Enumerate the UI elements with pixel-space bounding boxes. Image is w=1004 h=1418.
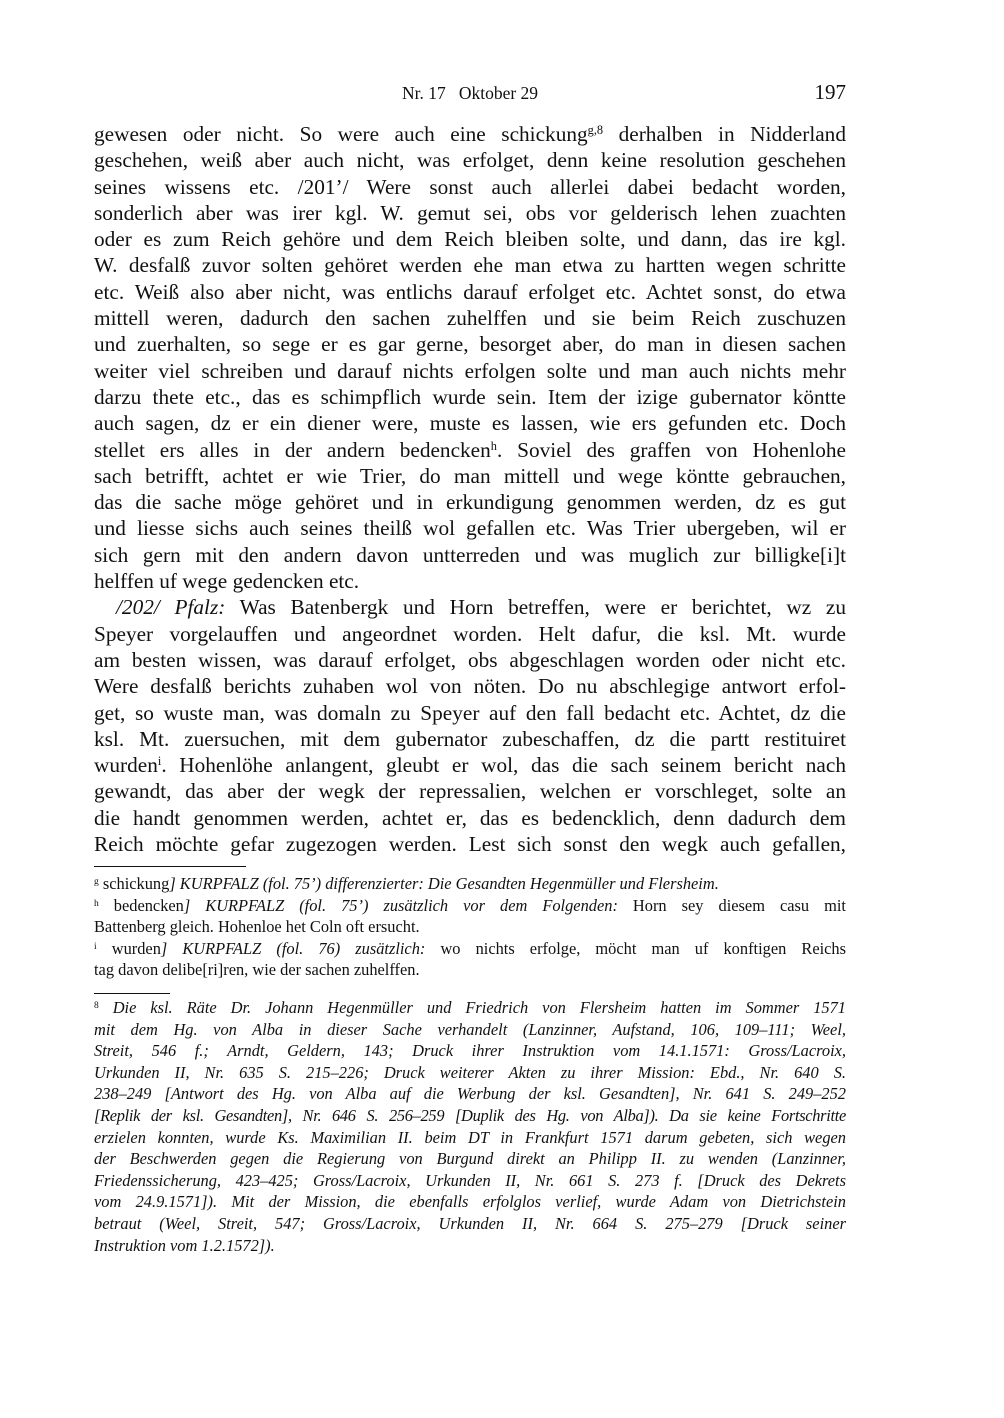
- critical-note-h: $^h$ bedencken] KURPFALZ (fol. 75’) zusätzlich vor dem Folgenden: Horn sey diesem casu mit Battenberg gleich. Hohenloe het Coln oft ersucht.: [94, 895, 846, 937]
- text-line: oder es zum Reich gehöre und dem Reich bleiben solte, und dann, das ire kgl.: [94, 227, 846, 252]
- note-mark: h: [94, 898, 99, 909]
- critical-apparatus: [94, 873, 846, 981]
- critical-note-i: $^i$ wurden] KURPFALZ (fol. 76) zusätzlich: wo nichts erfolge, möcht man uf konftigen Reichs tag davon delibe[ri]ren, wie der sachen zuhelffen.: [94, 938, 847, 980]
- text-line: gewandt, das aber der wegk der repressalien, welchen er vorschleget, solte an: [94, 779, 846, 804]
- main-text: [94, 121, 846, 857]
- text-line: sach betrifft, achtet er wie Trier, do man mittell und wege köntte gebrauchen,: [94, 463, 846, 488]
- commentary-note-8: $^8$ Die ksl. Räte Dr. Johann Hegenmüller und Friedrich von Flersheim hatten im Sommer 1571 mit dem Hg. von Alba in dieser Sache verhandelt (Lanzinner, Aufstand, 106, 109–111; Weel, Streit, 546 f.; Arndt, Geldern, 143; Druck ihrer Instruktion vom 14.1.1571: Gross/Lacroix, Urkunden II, Nr. 635 S. 215–226; Druck weiterer Akten zu ihrer Mission: Ebd., Nr. 640 S. 238–249 [Antwort des Hg. von Alba auf die Werbung der ksl. Gesandten], Nr. 641 S. 249–252 [Replik der ksl. Gesandten], Nr. 646 S. 256–259 [Duplik des Hg. von Alba]). Da sie keine Fortschritte erzielen konnten, wurde Ks. Maximilian II. beim DT in Frankfurt 1571 darum gebeten, sich wegen der Beschwerden gegen die Regierung von Burgund direkt an Philipp II. zu wenden (Lanzinner, Friedenssicherung, 423–425; Gross/Lacroix, Urkunden II, Nr. 661 S. 273 f. [Druck des Dekrets vom 24.9.1571]). Mit der Mission, die ebenfalls erfolglos verlief, wurde Adam von Dietrichstein betraut (Weel, Streit, 547; Gross/Lacroix, Urkunden II, Nr. 664 S. 275–279 [Druck seiner Instruktion vom 1.2.1572]).: [94, 998, 846, 1255]
- speaker-label: /202/ Pfalz:: [116, 595, 226, 620]
- paragraph-2: [94, 594, 846, 857]
- critical-note-g: $^g$ schickung] KURPFALZ (fol. 75’) differenzierter: Die Gesandten Hegenmüller und Flersheim.: [94, 874, 719, 893]
- text-line: Reich möchte gefar zugezogen werden. Lest sich sonst den wegk auch gefallen,: [94, 832, 846, 857]
- text-line: Speyer vorgelauffen und angeordnet worden. Helt dafur, die ksl. Mt. wurde: [94, 621, 846, 646]
- text-line: helffen uf wege gedencken etc.: [94, 569, 360, 594]
- running-title: Nr. 17 Oktober 29: [401, 83, 539, 103]
- text-line: und zuerhalten, so sege er es gar gerne, besorget aber, do man in diesen sachen: [94, 332, 846, 357]
- footnote-ref[interactable]: i: [157, 754, 162, 769]
- note-mark: g: [94, 876, 99, 887]
- text-line: sonderlich aber was irer kgl. W. gemut sei, obs vor gelderisch lehen zuachten: [94, 200, 846, 225]
- text-line: die handt genommen werden, achtet er, das es bedencklich, denn dadurch dem: [94, 805, 846, 830]
- text-line: weiter viel schreiben und darauf nichts erfolgen solte und man auch nichts mehr: [94, 358, 846, 383]
- text-line: stellet ers alles in der andern bedencken$^h$. Soviel des graffen von Hohenlohe: [94, 437, 846, 462]
- text-line: mittell weren, dadurch den sachen zuhelffen und sie beim Reich zuschuzen: [94, 306, 846, 331]
- text-line: ksl. Mt. zuersuchen, mit dem gubernator zubeschaffen, dz die partt restituiret: [94, 726, 846, 751]
- text-line: wurden$^i$. Hohenlöhe anlangent, gleubt er wol, das die sach seinem bericht nach: [94, 753, 846, 778]
- text-line: geschehen, weiß aber auch nicht, was erfolget, denn keine resolution geschehen: [94, 148, 846, 173]
- paragraph-1: [94, 121, 846, 594]
- text-line: auch sagen, dz er ein diener were, muste es lassen, wie ers gefunden etc. Doch: [94, 411, 846, 436]
- text-line: am besten wissen, was darauf erfolget, obs abgeschlagen worden oder nicht etc.: [94, 647, 846, 672]
- text-line: /202/ Pfalz: Was Batenbergk und Horn betreffen, were er berichtet, wz zu: [116, 595, 847, 620]
- text-line: gewesen oder nicht. So were auch eine schickung$^{g,8}$ derhalben in Nidderland: [94, 122, 846, 146]
- text-line: sich gern mit den andern davon untterreden und was muglich zur billigke[i]t: [94, 542, 846, 567]
- text-line: Were desfalß berichts zuhaben wol von nöten. Do nu abschlegige antwort erfol-: [94, 674, 846, 699]
- text-line: get, so wuste man, was domaln zu Speyer auf den fall bedacht etc. Achtet, dz die: [94, 700, 846, 725]
- page-number: 197: [814, 80, 846, 104]
- note-mark: i: [94, 941, 97, 952]
- text-line: W. desfalß zuvor solten gehöret werden ehe man etwa zu hartten wegen schritte: [94, 253, 846, 278]
- footnote-ref[interactable]: h: [490, 438, 497, 453]
- footnote-ref[interactable]: g,8: [587, 123, 604, 138]
- footnote-divider: [94, 866, 246, 867]
- note-mark: 8: [94, 1000, 99, 1011]
- commentary-divider: [94, 993, 170, 994]
- text-line: etc. Weiß also aber nicht, was entlichs darauf erfolget etc. Achtet sonst, do etwa: [94, 279, 846, 304]
- page-header: [94, 80, 846, 108]
- text-line: darzu thete etc., das es schimpflich wurde sein. Item der izige gubernator köntte: [94, 384, 846, 409]
- text-line: und liesse sichs auch seines theilß wol gefallen etc. Was Trier ubergeben, wil er: [94, 516, 846, 541]
- text-line: seines wissens etc. /201’/ Were sonst auch allerlei dabei bedacht worden,: [94, 174, 846, 199]
- text-line: das die sache möge gehöret und in erkundigung genommen werden, dz es gut: [94, 490, 846, 515]
